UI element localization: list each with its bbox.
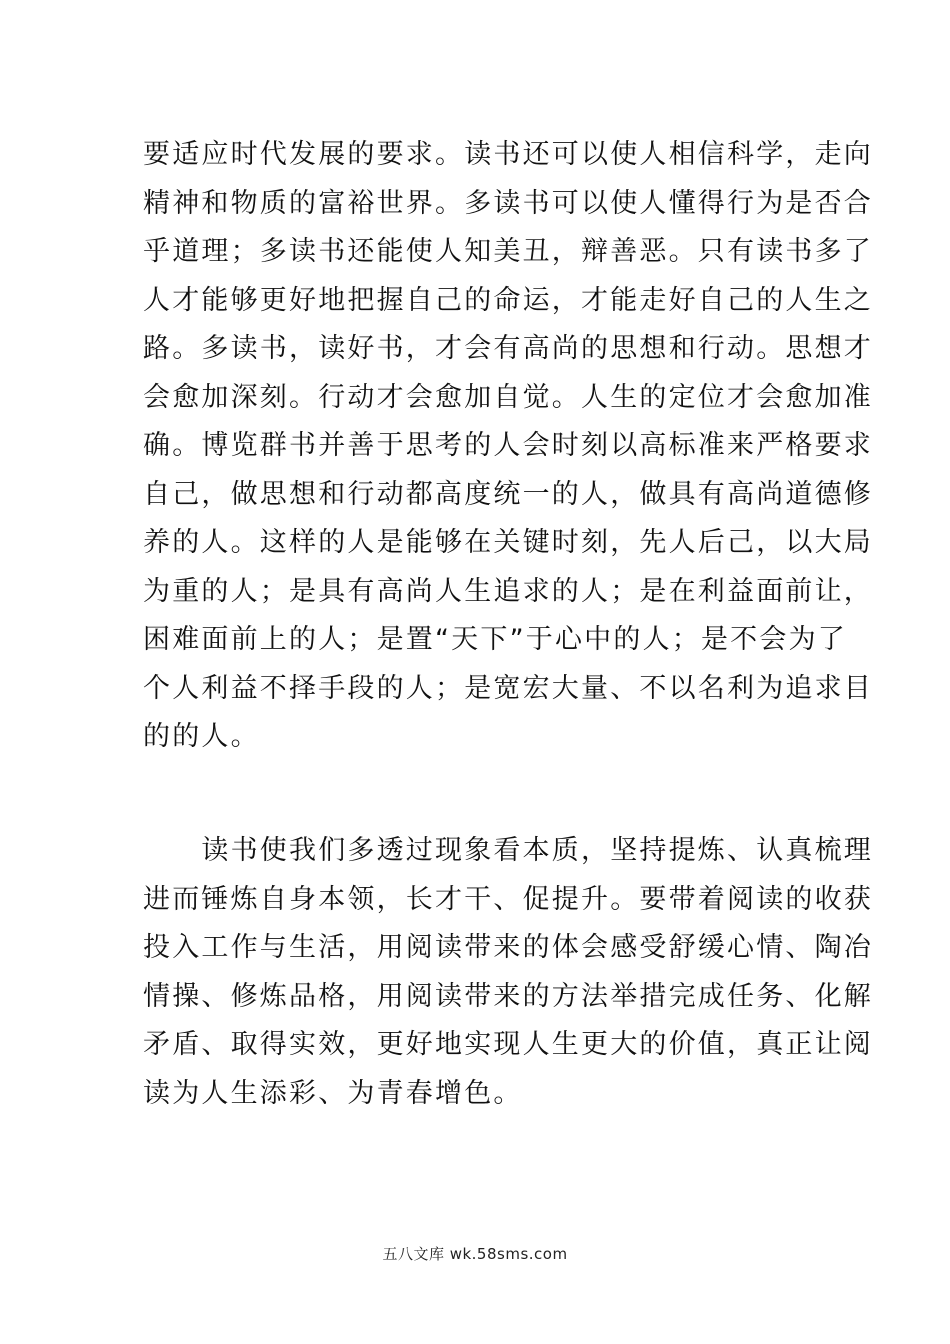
text-line: 路。多读书，读好书，才会有高尚的思想和行动。思想才 [143,333,873,364]
text-line: 为重的人；是具有高尚人生追求的人；是在利益面前让， [143,575,873,607]
text-line: 会愈加深刻。行动才会愈加自觉。人生的定位才会愈加准 [143,381,873,413]
text-line: 困难面前上的人；是置“天下”于心中的人；是不会为了 [143,624,847,655]
text-line: 矛盾、取得实效，更好地实现人生更大的价值，真正让阅 [143,1029,873,1060]
text-line: 进而锤炼自身本领，长才干、促提升。要带着阅读的收获 [143,883,873,915]
text-line: 个人利益不择手段的人；是宽宏大量、不以名利为追求目 [143,672,873,704]
text-line: 读书使我们多透过现象看本质，坚持提炼、认真梳理 [143,835,873,866]
text-line: 乎道理；多读书还能使人知美丑，辩善恶。只有读书多了 [143,236,873,267]
text-line: 的的人。 [143,721,260,752]
text-line: 自己，做思想和行动都高度统一的人，做具有高尚道德修 [143,478,873,510]
footer-watermark: 五八文库 wk.58sms.com [382,1245,568,1263]
text-line: 读为人生添彩、为青春增色。 [143,1077,523,1109]
paragraph-2 [143,827,873,1118]
paragraph-1 [143,131,873,762]
text-line: 情操、修炼品格，用阅读带来的方法举措完成任务、化解 [143,980,873,1012]
text-line: 要适应时代发展的要求。读书还可以使人相信科学，走向 [143,139,873,170]
text-line: 人才能够更好地把握自己的命运，才能走好自己的人生之 [143,284,873,316]
text-line: 精神和物质的富裕世界。多读书可以使人懂得行为是否合 [143,187,873,219]
text-line: 投入工作与生活，用阅读带来的体会感受舒缓心情、陶冶 [143,932,873,963]
text-line: 养的人。这样的人是能够在关键时刻，先人后己，以大局 [143,527,873,558]
text-line: 确。博览群书并善于思考的人会时刻以高标准来严格要求 [143,430,873,461]
